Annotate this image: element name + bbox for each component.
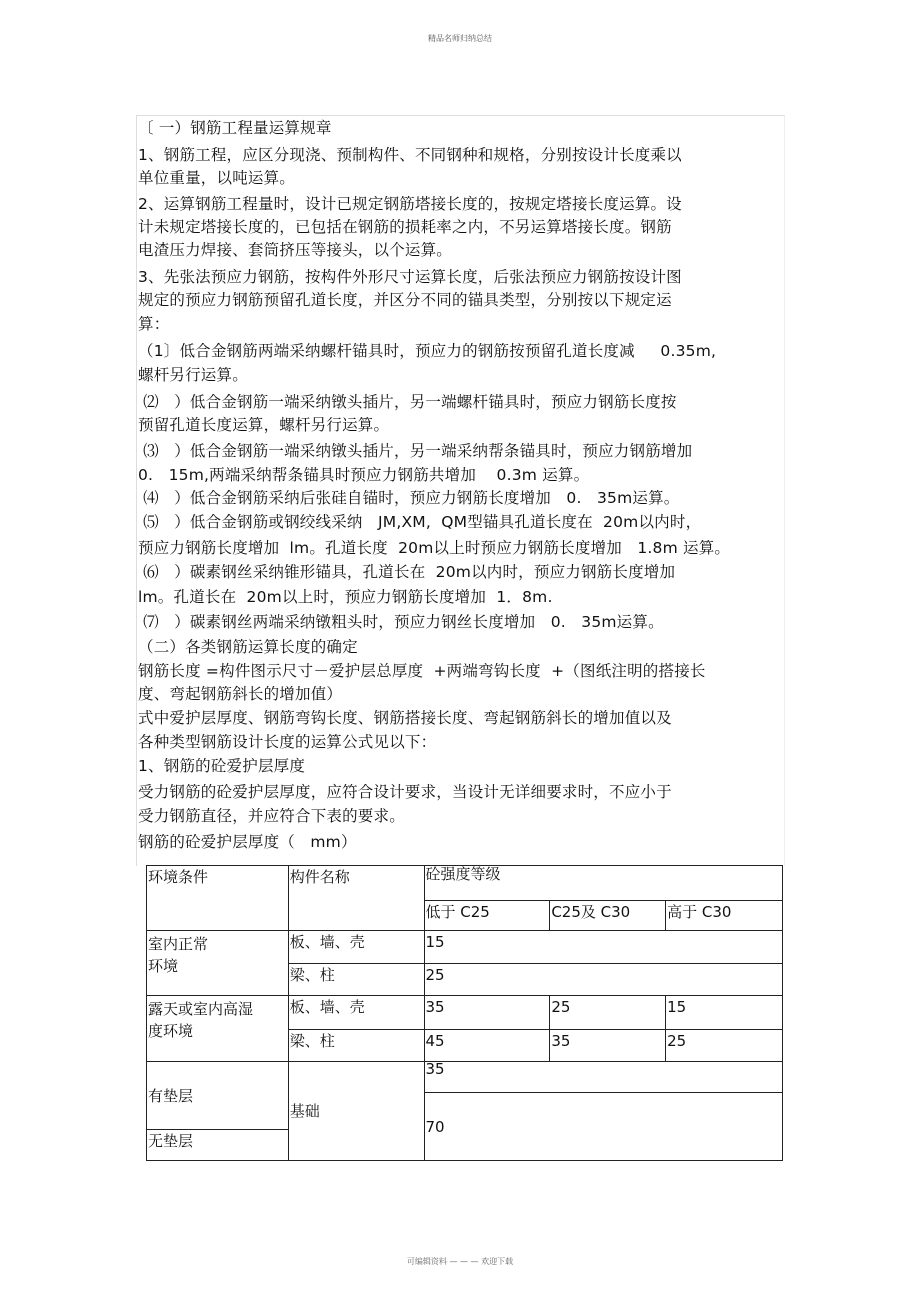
- header-grade: 砼强度等级: [424, 866, 782, 901]
- cover-thickness-table: [146, 865, 783, 1161]
- text-line: ⑷ ）低合金钢筋采纳后张硅自锚时，预应力钢筋长度增加 0. 35m运算。: [138, 489, 680, 507]
- value-cell: 25: [424, 964, 782, 996]
- grade-low: 低于 C25: [424, 901, 550, 931]
- header-member: 构件名称: [288, 866, 424, 931]
- page-footer: 可编辑资料 — — — 欢迎下载: [406, 1257, 514, 1266]
- value-cell: 35: [424, 1062, 782, 1093]
- text-line: 算：: [138, 315, 170, 333]
- text-line: ⑸ ）低合金钢筋或钢绞线采纳 JM,XM, QM型锚具孔道长度在 20m以内时，: [138, 513, 702, 531]
- text-line: 式中爱护层厚度、钢筋弯钩长度、钢筋搭接长度、弯起钢筋斜长的增加值以及: [138, 709, 672, 727]
- text-line: 钢筋长度 =构件图示尺寸－爱护层总厚度 +两端弯钩长度 +（图纸注明的搭接长: [138, 662, 706, 680]
- text-line: 电渣压力焊接、套筒挤压等接头，以个运算。: [138, 241, 453, 259]
- text-line: 1、钢筋工程，应区分现浇、预制构件、不同钢种和规格，分别按设计长度乘以: [138, 146, 682, 164]
- text-line: 度、弯起钢筋斜长的增加值）: [138, 685, 343, 703]
- text-line: 0. 15m,两端采纳帮条锚具时预应力钢筋共增加 0.3m 运算。: [138, 466, 590, 484]
- env-humid: 露天或室内高湿 度环境: [147, 996, 289, 1062]
- env-indoor: 室内正常 环境: [147, 931, 289, 996]
- member-slab: 板、墙、壳: [288, 996, 424, 1030]
- value-cell: 15: [424, 931, 782, 964]
- text-line: 螺杆另行运算。: [138, 366, 248, 384]
- text-line: 2、运算钢筋工程量时，设计已规定钢筋塔接长度的，按规定塔接长度运算。设: [138, 195, 682, 213]
- text-line: （二）各类钢筋运算长度的确定: [138, 638, 358, 656]
- text-line: ⑶ ）低合金钢筋一端采纳镦头插片，另一端采纳帮条锚具时，预应力钢筋增加: [138, 442, 693, 460]
- text-line: ⑺ ）碳素钢丝两端采纳镦粗头时，预应力钢丝长度增加 0. 35m运算。: [138, 613, 664, 631]
- text-line: ⑵ ）低合金钢筋一端采纳镦头插片，另一端螺杆锚具时，预应力钢筋长度按: [138, 393, 677, 411]
- header-env: 环境条件: [147, 866, 289, 931]
- value-cell: 15: [666, 996, 783, 1030]
- text-line: 预应力钢筋长度增加 lm。孔道长度 20m以上时预应力钢筋长度增加 1.8m 运算。: [138, 539, 731, 557]
- text-line: 3、先张法预应力钢筋，按构件外形尺寸运算长度，后张法预应力钢筋按设计图: [138, 268, 682, 286]
- text-line: 受力钢筋直径，并应符合下表的要求。: [138, 807, 405, 825]
- text-line: （1〕低合金钢筋两端采纳螺杆锚具时，预应力的钢筋按预留孔道长度减 0.35m,: [138, 342, 717, 360]
- text-line: 1、钢筋的砼爱护层厚度: [138, 757, 306, 775]
- text-line: 预留孔道长度运算，螺杆另行运算。: [138, 416, 390, 434]
- text-line: 计未规定塔接长度的，已包括在钢筋的损耗率之内，不另运算塔接长度。钢筋: [138, 218, 672, 236]
- grade-mid: C25及 C30: [550, 901, 666, 931]
- text-line: ⑹ ）碳素钢丝采纳锥形锚具，孔道长在 20m以内时，预应力钢筋长度增加: [138, 563, 676, 581]
- value-cell: 70: [424, 1093, 782, 1161]
- value-cell: 45: [424, 1030, 550, 1062]
- member-beam: 梁、柱: [288, 1030, 424, 1062]
- value-cell: 35: [424, 996, 550, 1030]
- env-cushion: 有垫层: [147, 1062, 289, 1130]
- text-line: 钢筋的砼爱护层厚度（ mm）: [138, 833, 357, 851]
- member-slab: 板、墙、壳: [288, 931, 424, 964]
- value-cell: 35: [550, 1030, 666, 1062]
- text-line: 各种类型钢筋设计长度的运算公式见以下：: [138, 733, 437, 751]
- value-cell: 25: [666, 1030, 783, 1062]
- env-no-cushion: 无垫层: [147, 1130, 289, 1161]
- text-line: 规定的预应力钢筋预留孔道长度，并区分不同的锚具类型，分别按以下规定运: [138, 291, 672, 309]
- text-line: 受力钢筋的砼爱护层厚度，应符合设计要求，当设计无详细要求时，不应小于: [138, 783, 672, 801]
- text-line: lm。孔道长在 20m以上时，预应力钢筋长度增加 1．8m.: [138, 588, 553, 606]
- member-beam: 梁、柱: [288, 964, 424, 996]
- member-foundation: 基础: [288, 1062, 424, 1161]
- grade-high: 高于 C30: [666, 901, 783, 931]
- page-header: 精品名师归纳总结: [428, 34, 492, 43]
- value-cell: 25: [550, 996, 666, 1030]
- text-line: 单位重量，以吨运算。: [138, 169, 296, 187]
- text-line: 〔 一）钢筋工程量运算规章: [138, 119, 332, 137]
